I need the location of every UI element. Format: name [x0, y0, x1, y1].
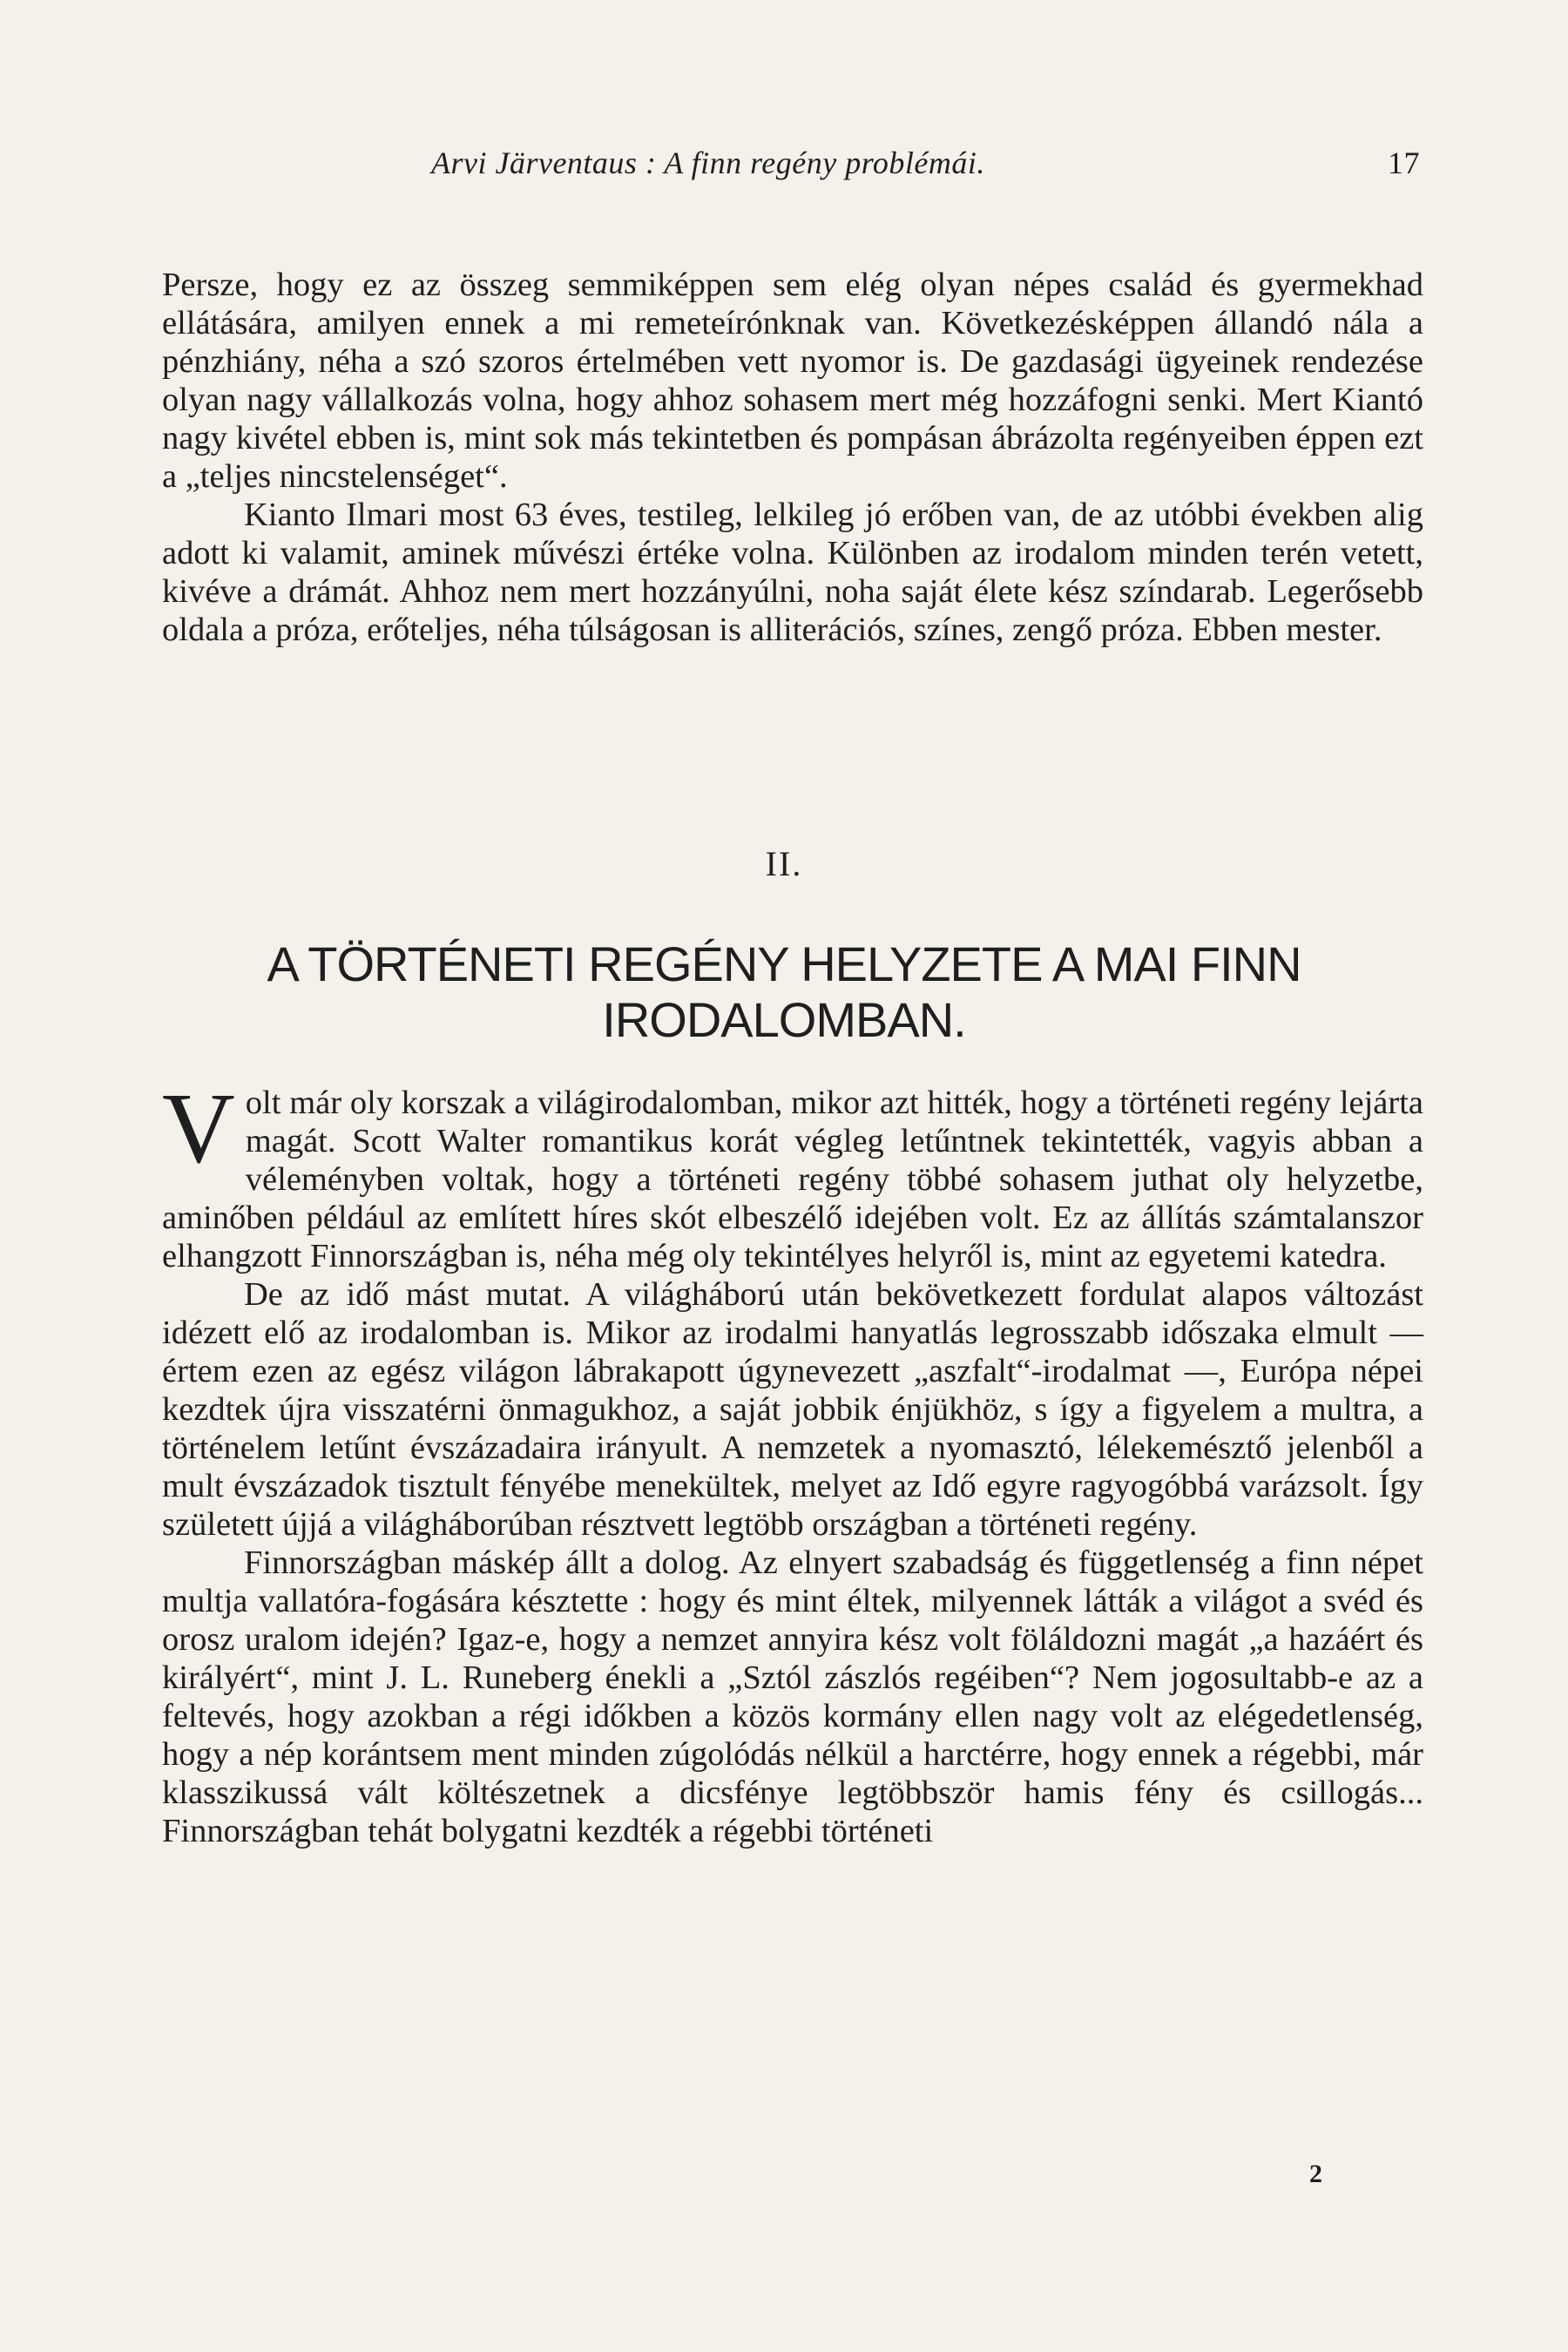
- paragraph: Finnországban máskép állt a dolog. Az elnyert szabadság és függetlenség a finn népet multja vallatóra-fogására késztette : hogy és mint éltek, milyennek látták a világot a svéd és orosz uralom idején? Igaz-e, hogy a nemzet annyira kész volt föláldozni magát „a hazáért és királyért“, mint J. L. Runeberg énekli a „Sztól zászlós regéiben“? Nem jogosultabb-e az a feltevés, hogy azokban a régi időkben a közös kormány ellen nagy volt az elégedetlenség, hogy a nép korántsem ment minden zúgolódás nélkül a harctérre, hogy ennek a régebbi, már klasszikussá vált költészetnek a dicsfénye legtöbbször hamis fény és csillogás... Finnországban tehát bolygatni kezdték a régebbi történeti: [162, 1544, 1423, 1849]
- opening-text-block: [162, 266, 1423, 649]
- chapter-title: A TÖRTÉNETI REGÉNY HELYZETE A MAI FINN IRODALOMBAN.: [267, 936, 1301, 1047]
- signature-mark: 2: [1309, 2159, 1322, 2188]
- section-number: II.: [765, 844, 803, 883]
- first-paragraph: [162, 1073, 1423, 1275]
- paragraph: Kianto Ilmari most 63 éves, testileg, lelkileg jó erőben van, de az utóbbi években alig adott ki valamit, aminek művészi értéke volna. Különben az irodalom minden terén vetett, kivéve a drámát. Ahhoz nem mert hozzányúlni, noha saját élete kész színdarab. Legerősebb oldala a próza, erőteljes, néha túlságosan is alliterációs, színes, zengő próza. Ebben mester.: [162, 497, 1423, 648]
- running-header: [431, 145, 1420, 181]
- page-number: 17: [1388, 145, 1420, 180]
- paragraph: De az idő mást mutat. A világháború után bekövetkezett fordulat alapos változást idézett elő az irodalomban is. Mikor az irodalmi hanyatlás legrosszabb időszaka elmult — értem ezen az egész világon lábrakapott úgynevezett „aszfalt“-irodalmat —, Európa népei kezdtek újra visszatérni önmagukhoz, a saját jobbik énjükhöz, s így a figyelem a multra, a történelem letűnt évszázadaira irányult. A nemzetek a nyomasztó, lélekemésztő jelenből a mult évszázadok tisztult fényébe menekültek, melyet az Idő egyre ragyogóbbá varázsolt. Így született újjá a világháborúban résztvett legtöbb országban a történeti regény.: [162, 1276, 1423, 1543]
- paragraph: Persze, hogy ez az összeg semmiképpen sem elég olyan népes család és gyermekhad ellátására, amilyen ennek a mi remeteírónknak van. Következésképpen állandó nála a pénzhiány, néha a szó szoros értelmében vett nyomor is. De gazdasági ügyeinek rendezése olyan nagy vállalkozás volna, hogy ahhoz sohasem mert még hozzáfogni senki. Mert Kiantó nagy kivétel ebben is, mint sok más tekintetben és pompásan ábrázolta regényeiben éppen ezt a „teljes nincstelenséget“.: [162, 267, 1423, 495]
- first-paragraph-text: olt már oly korszak a világirodalomban, mikor azt hitték, hogy a történeti regény lejárta magát. Scott Walter romantikus korát végleg letűntnek tekintették, vagyis abban a véleményben voltak, hogy a történeti regény többé sohasem juthat oly helyzetbe, aminőben például az említett híres skót elbeszélő idejében volt. Ez az állítás számtalanszor elhangzott Finnországban is, néha még oly tekintélyes helyről is, mint az egyetemi katedra.: [162, 1085, 1423, 1274]
- chapter-text-block: [162, 1073, 1423, 1850]
- running-title: Arvi Järventaus : A finn regény problémái.: [431, 145, 985, 180]
- drop-cap: V: [162, 1073, 235, 1185]
